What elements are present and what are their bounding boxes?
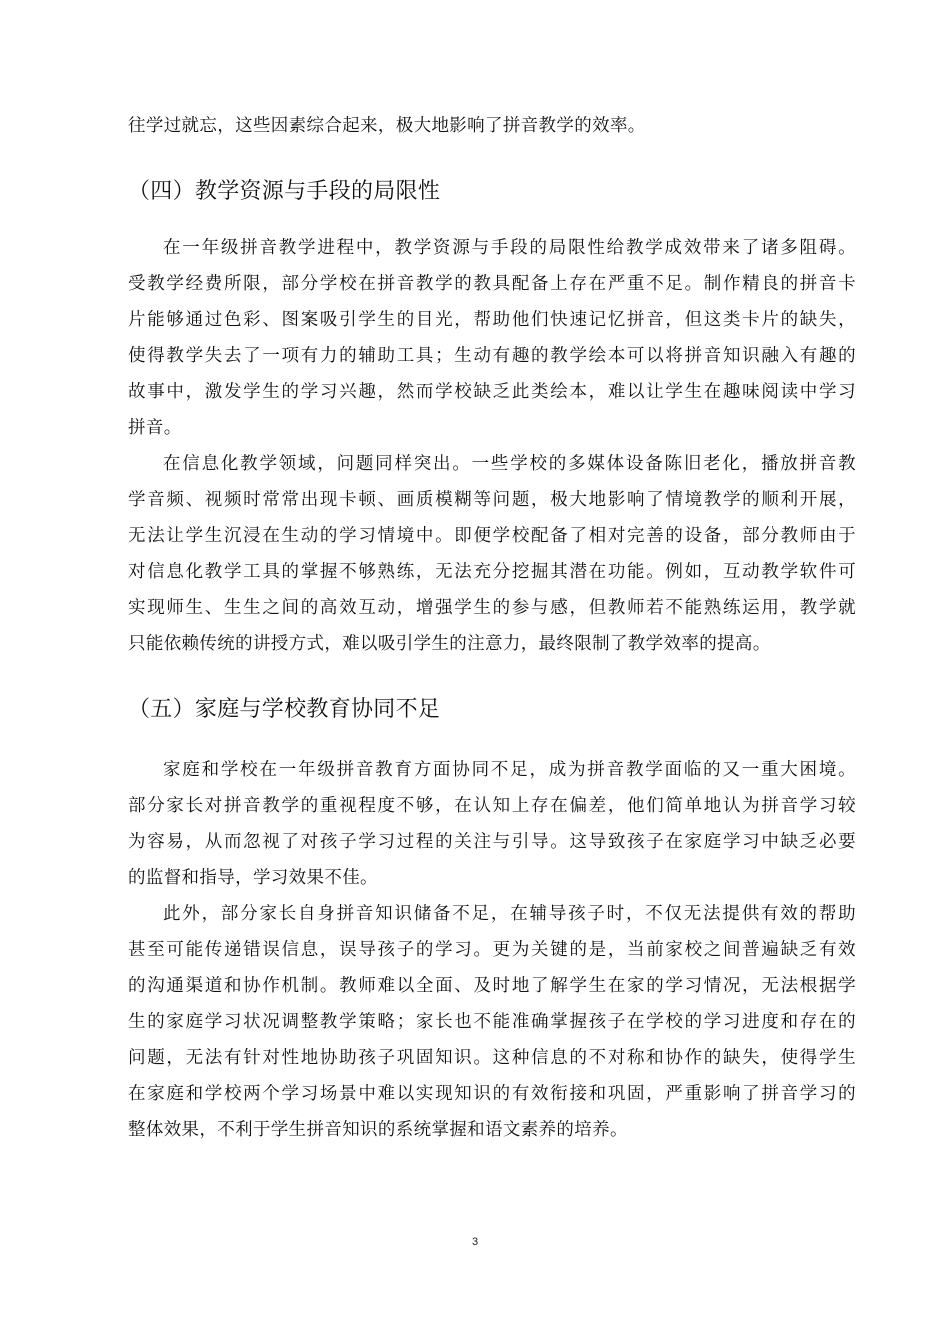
text-line: 家庭和学校在一年级拼音教育方面协同不足，成为拼音教学面临的又一重大困境。	[163, 760, 856, 780]
text-line: 的沟通渠道和协作机制。教师难以全面、及时地了解学生在家的学习情况，无法根据学	[128, 976, 856, 996]
text-line: 此外，部分家长自身拼音知识储备不足，在辅导孩子时，不仅无法提供有效的帮助	[163, 904, 856, 924]
page-number: 3	[471, 1236, 479, 1248]
section4-paragraph-2	[128, 446, 856, 662]
text-line: 生的家庭学习状况调整教学策略；家长也不能准确掌握孩子在学校的学习进度和存在的	[128, 1012, 856, 1032]
text-line: 甚至可能传递错误信息，误导孩子的学习。更为关键的是，当前家校之间普遍缺乏有效	[128, 940, 856, 960]
text-line: 无法让学生沉浸在生动的学习情境中。即便学校配备了相对完善的设备，部分教师由于	[128, 526, 856, 546]
paragraph-continuation	[128, 108, 856, 144]
section5-paragraph-2	[128, 896, 856, 1148]
text-line: 问题，无法有针对性地协助孩子巩固知识。这种信息的不对称和协作的缺失，使得学生	[128, 1048, 856, 1068]
section-heading-4: （四）教学资源与手段的局限性	[128, 179, 441, 204]
text-line: 受教学经费所限，部分学校在拼音教学的教具配备上存在严重不足。制作精良的拼音卡	[128, 274, 856, 294]
document-body	[128, 108, 856, 1148]
text-line: 在信息化教学领域，问题同样突出。一些学校的多媒体设备陈旧老化，播放拼音教	[163, 454, 856, 474]
text-line: 片能够通过色彩、图案吸引学生的目光，帮助他们快速记忆拼音，但这类卡片的缺失，	[128, 310, 856, 330]
text-line: 往学过就忘，这些因素综合起来，极大地影响了拼音教学的效率。	[128, 116, 646, 136]
text-line: 使得教学失去了一项有力的辅助工具；生动有趣的教学绘本可以将拼音知识融入有趣的	[128, 346, 856, 366]
text-line: 的监督和指导，学习效果不佳。	[128, 868, 378, 888]
section-heading-5: （五）家庭与学校教育协同不足	[128, 697, 441, 722]
text-line: 整体效果，不利于学生拼音知识的系统掌握和语文素养的培养。	[128, 1120, 628, 1140]
text-line: 故事中，激发学生的学习兴趣，然而学校缺乏此类绘本，难以让学生在趣味阅读中学习	[128, 382, 856, 402]
text-line: 学音频、视频时常常出现卡顿、画质模糊等问题，极大地影响了情境教学的顺利开展，	[128, 490, 856, 510]
text-line: 部分家长对拼音教学的重视程度不够，在认知上存在偏差，他们简单地认为拼音学习较	[128, 796, 856, 816]
text-line: 在一年级拼音教学进程中，教学资源与手段的局限性给教学成效带来了诸多阻碍。	[163, 238, 856, 258]
text-line: 对信息化教学工具的掌握不够熟练，无法充分挖掘其潜在功能。例如，互动教学软件可	[128, 562, 856, 582]
text-line: 拼音。	[128, 418, 182, 438]
section4-paragraph-1	[128, 230, 856, 446]
section5-paragraph-1	[128, 752, 856, 896]
text-line: 只能依赖传统的讲授方式，难以吸引学生的注意力，最终限制了教学效率的提高。	[128, 634, 771, 654]
text-line: 在家庭和学校两个学习场景中难以实现知识的有效衔接和巩固，严重影响了拼音学习的	[128, 1084, 856, 1104]
text-line: 实现师生、生生之间的高效互动，增强学生的参与感，但教师若不能熟练运用，教学就	[128, 598, 856, 618]
text-line: 为容易，从而忽视了对孩子学习过程的关注与引导。这导致孩子在家庭学习中缺乏必要	[128, 832, 856, 852]
